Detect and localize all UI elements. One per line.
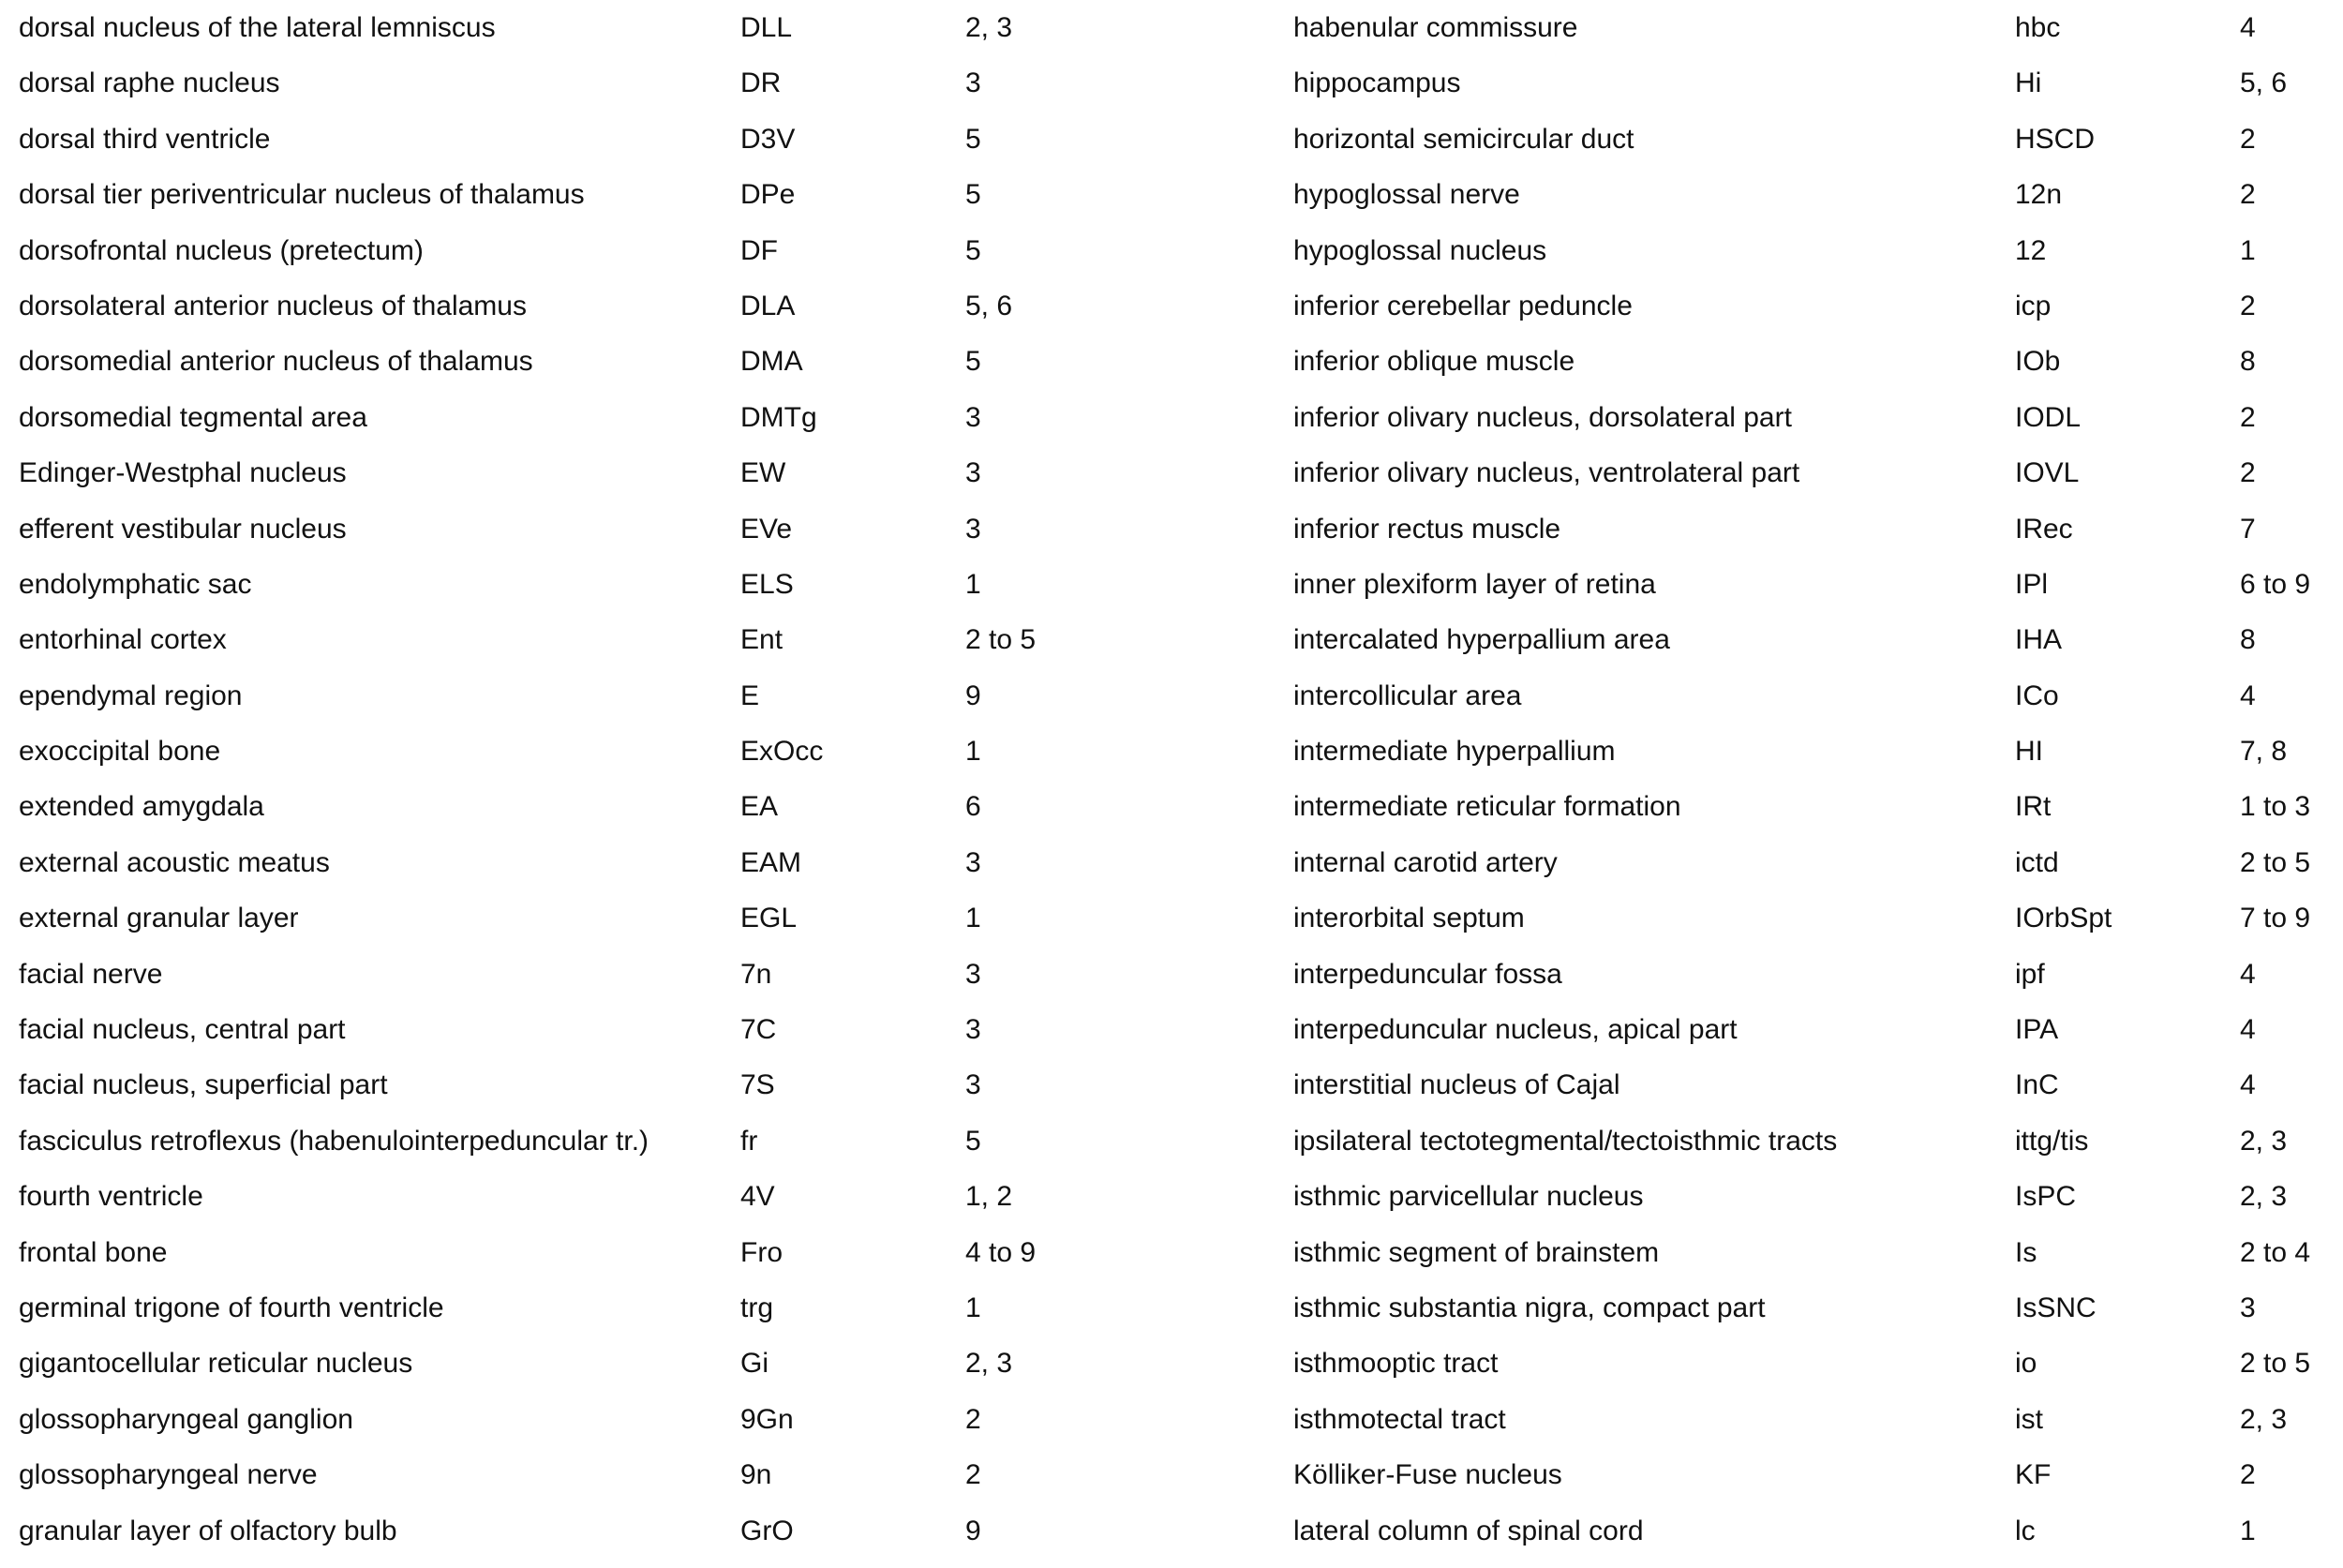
abbreviation: EGL [740,903,798,934]
structure-name: dorsomedial tegmental area [19,401,367,433]
section-numbers: 2 [2240,457,2256,489]
abbreviation: E [740,679,760,711]
abbreviation: icp [2015,290,2052,321]
section-numbers: 3 [965,457,981,489]
abbreviation: ist [2015,1403,2043,1435]
structure-name: isthmotectal tract [1293,1403,1506,1435]
structure-name: frontal bone [19,1236,168,1268]
abbreviation: IOrbSpt [2015,903,2112,934]
structure-name: interpeduncular fossa [1293,958,1562,990]
structure-name: ipsilateral tectotegmental/tectoisthmic tracts [1293,1125,1838,1157]
abbreviation: Is [2015,1236,2037,1268]
structure-name: interpeduncular nucleus, apical part [1293,1014,1738,1046]
abbreviation: Fro [740,1236,783,1268]
section-numbers: 6 to 9 [2240,568,2311,600]
section-numbers: 3 [2240,1292,2256,1323]
structure-name: hypoglossal nucleus [1293,234,1547,266]
section-numbers: 1, 2 [965,1181,1013,1213]
abbreviation: IPl [2015,568,2049,600]
abbreviation: 12 [2015,234,2047,266]
abbreviation: DR [740,67,782,99]
structure-name: external granular layer [19,903,299,934]
structure-name: dorsal raphe nucleus [19,67,280,99]
abbreviation: DLL [740,12,793,43]
structure-name: efferent vestibular nucleus [19,513,347,545]
abbreviation: io [2015,1348,2037,1380]
abbreviation: trg [740,1292,774,1323]
structure-name: horizontal semicircular duct [1293,123,1634,155]
section-numbers: 3 [965,958,981,990]
section-numbers: 8 [2240,346,2256,378]
abbreviation: ICo [2015,679,2059,711]
abbreviation: IRt [2015,791,2052,823]
structure-name: exoccipital bone [19,736,221,768]
section-numbers: 5, 6 [965,290,1013,321]
section-numbers: 4 [2240,958,2256,990]
structure-name: lateral column of spinal cord [1293,1515,1644,1546]
structure-name: fourth ventricle [19,1181,203,1213]
section-numbers: 5 [965,179,981,211]
section-numbers: 1 [965,903,981,934]
section-numbers: 5 [965,1125,981,1157]
abbreviation: HI [2015,736,2043,768]
abbreviation: ipf [2015,958,2045,990]
section-numbers: 2, 3 [2240,1181,2288,1213]
section-numbers: 3 [965,1014,981,1046]
structure-name: inferior olivary nucleus, ventrolateral part [1293,457,1800,489]
abbreviation: 7C [740,1014,777,1046]
structure-name: germinal trigone of fourth ventricle [19,1292,444,1323]
structure-name: isthmooptic tract [1293,1348,1499,1380]
section-numbers: 2, 3 [2240,1125,2288,1157]
abbreviation: DLA [740,290,796,321]
structure-name: facial nucleus, superficial part [19,1069,388,1101]
structure-name: ependymal region [19,679,243,711]
section-numbers: 1 [965,1292,981,1323]
abbreviation: 9n [740,1459,772,1491]
section-numbers: 5 [965,346,981,378]
structure-name: gigantocellular reticular nucleus [19,1348,413,1380]
section-numbers: 1 [2240,1515,2256,1546]
abbreviation: hbc [2015,12,2061,43]
abbreviation: HSCD [2015,123,2096,155]
abbreviation: DMTg [740,401,817,433]
section-numbers: 9 [965,1515,981,1546]
abbreviation: IODL [2015,401,2082,433]
section-numbers: 2 [2240,290,2256,321]
section-numbers: 3 [965,401,981,433]
structure-name: external acoustic meatus [19,846,330,878]
abbreviation: Ent [740,624,783,656]
section-numbers: 7, 8 [2240,736,2288,768]
abbreviation: IPA [2015,1014,2059,1046]
abbreviation: D3V [740,123,796,155]
structure-name: intermediate reticular formation [1293,791,1681,823]
abbreviation: lc [2015,1515,2036,1546]
section-numbers: 4 [2240,679,2256,711]
abbreviation: Hi [2015,67,2042,99]
structure-name: dorsolateral anterior nucleus of thalamus [19,290,527,321]
structure-name: hypoglossal nerve [1293,179,1520,211]
abbreviation: IHA [2015,624,2063,656]
abbreviation: IOVL [2015,457,2080,489]
section-numbers: 4 to 9 [965,1236,1037,1268]
abbreviation: 7n [740,958,772,990]
abbreviation: EAM [740,846,802,878]
structure-name: fasciculus retroflexus (habenulointerpeduncular tr.) [19,1125,649,1157]
section-numbers: 2 to 5 [2240,846,2311,878]
section-numbers: 2 [965,1459,981,1491]
structure-name: facial nucleus, central part [19,1014,346,1046]
section-numbers: 3 [965,1069,981,1101]
section-numbers: 3 [965,67,981,99]
structure-name: isthmic parvicellular nucleus [1293,1181,1644,1213]
section-numbers: 5 [965,234,981,266]
abbreviation: InC [2015,1069,2059,1101]
structure-name: inferior cerebellar peduncle [1293,290,1633,321]
section-numbers: 2 [965,1403,981,1435]
section-numbers: 5 [965,123,981,155]
abbreviation: ictd [2015,846,2059,878]
section-numbers: 1 [965,736,981,768]
section-numbers: 8 [2240,624,2256,656]
structure-name: inner plexiform layer of retina [1293,568,1656,600]
abbreviation: Gi [740,1348,769,1380]
section-numbers: 3 [965,846,981,878]
abbreviation: 7S [740,1069,775,1101]
structure-name: dorsal third ventricle [19,123,271,155]
abbreviation: DPe [740,179,796,211]
structure-name: facial nerve [19,958,163,990]
structure-name: intercollicular area [1293,679,1522,711]
structure-name: Kölliker-Fuse nucleus [1293,1459,1562,1491]
structure-name: intercalated hyperpallium area [1293,624,1670,656]
section-numbers: 2 to 4 [2240,1236,2311,1268]
section-numbers: 2 [2240,401,2256,433]
abbreviation: IOb [2015,346,2061,378]
structure-name: inferior rectus muscle [1293,513,1561,545]
abbreviation: IsPC [2015,1181,2077,1213]
abbreviation: ELS [740,568,794,600]
section-numbers: 1 to 3 [2240,791,2311,823]
section-numbers: 9 [965,679,981,711]
section-numbers: 4 [2240,1014,2256,1046]
structure-name: dorsal tier periventricular nucleus of thalamus [19,179,585,211]
structure-name: extended amygdala [19,791,264,823]
abbreviation: fr [740,1125,758,1157]
structure-name: glossopharyngeal nerve [19,1459,318,1491]
structure-name: inferior olivary nucleus, dorsolateral part [1293,401,1792,433]
section-numbers: 2 to 5 [965,624,1037,656]
section-numbers: 4 [2240,1069,2256,1101]
abbreviation: DF [740,234,778,266]
structure-name: inferior oblique muscle [1293,346,1575,378]
section-numbers: 3 [965,513,981,545]
structure-name: dorsofrontal nucleus (pretectum) [19,234,424,266]
section-numbers: 2 to 5 [2240,1348,2311,1380]
section-numbers: 2 [2240,123,2256,155]
structure-name: glossopharyngeal ganglion [19,1403,353,1435]
abbreviation: ittg/tis [2015,1125,2089,1157]
section-numbers: 7 [2240,513,2256,545]
structure-name: internal carotid artery [1293,846,1558,878]
abbreviation: DMA [740,346,803,378]
structure-name: endolymphatic sac [19,568,252,600]
structure-name: interorbital septum [1293,903,1525,934]
abbreviation: 12n [2015,179,2063,211]
structure-name: intermediate hyperpallium [1293,736,1616,768]
structure-name: Edinger-Westphal nucleus [19,457,347,489]
structure-name: interstitial nucleus of Cajal [1293,1069,1620,1101]
section-numbers: 4 [2240,12,2256,43]
structure-name: habenular commissure [1293,12,1578,43]
abbreviation: IsSNC [2015,1292,2097,1323]
structure-name: granular layer of olfactory bulb [19,1515,397,1546]
abbreviation: EW [740,457,786,489]
structure-name: isthmic segment of brainstem [1293,1236,1660,1268]
section-numbers: 2 [2240,179,2256,211]
abbreviation: 4V [740,1181,775,1213]
abbreviation: EVe [740,513,793,545]
structure-name: entorhinal cortex [19,624,227,656]
abbreviation: IRec [2015,513,2073,545]
section-numbers: 6 [965,791,981,823]
abbreviation: ExOcc [740,736,824,768]
section-numbers: 2 [2240,1459,2256,1491]
structure-name: dorsomedial anterior nucleus of thalamus [19,346,533,378]
structure-name: dorsal nucleus of the lateral lemniscus [19,12,496,43]
abbreviation: 9Gn [740,1403,794,1435]
section-numbers: 2, 3 [965,1348,1013,1380]
abbreviation: KF [2015,1459,2052,1491]
section-numbers: 7 to 9 [2240,903,2311,934]
section-numbers: 2, 3 [965,12,1013,43]
abbreviation: GrO [740,1515,794,1546]
abbreviation: EA [740,791,779,823]
section-numbers: 5, 6 [2240,67,2288,99]
structure-name: hippocampus [1293,67,1461,99]
section-numbers: 1 [2240,234,2256,266]
structure-name: isthmic substantia nigra, compact part [1293,1292,1766,1323]
section-numbers: 2, 3 [2240,1403,2288,1435]
section-numbers: 1 [965,568,981,600]
